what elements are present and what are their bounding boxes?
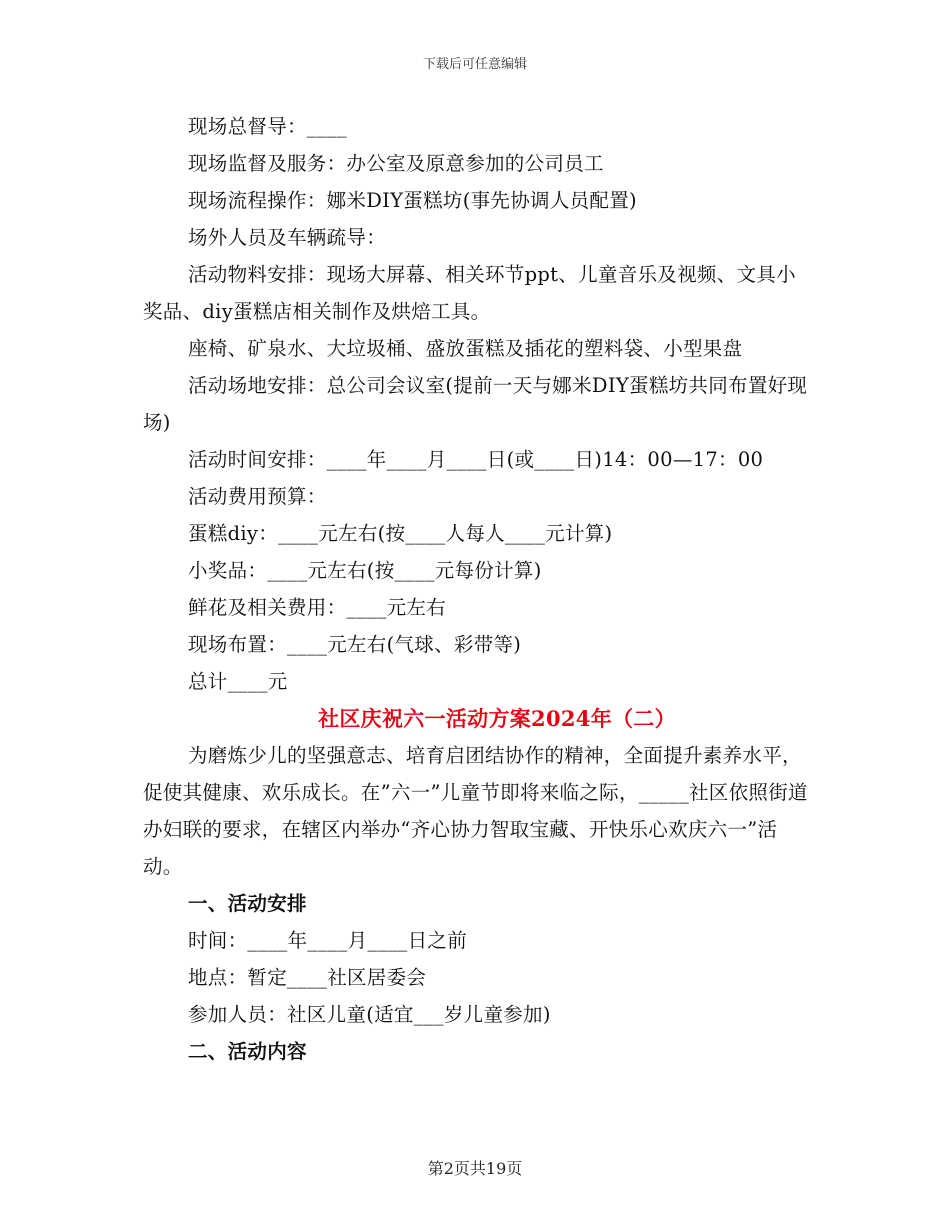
heading-activity-content: 二、活动内容 xyxy=(188,1040,307,1063)
paragraph: 鲜花及相关费用：____元左右 xyxy=(188,596,446,619)
section-title: 社区庆祝六一活动方案2024年（二） xyxy=(318,706,676,731)
heading-activity-arrangement: 一、活动安排 xyxy=(188,892,307,915)
paragraph: 总计____元 xyxy=(188,670,288,693)
paragraph: 活动场地安排：总公司会议室(提前一天与娜米DIY蛋糕坊共同布置好现场) xyxy=(143,374,808,434)
paragraph: 活动费用预算： xyxy=(188,485,327,508)
paragraph: 现场流程操作：娜米DIY蛋糕坊(事先协调人员配置) xyxy=(188,189,637,212)
paragraph: 参加人员：社区儿童(适宜___岁儿童参加) xyxy=(188,1003,551,1026)
paragraph: 场外人员及车辆疏导： xyxy=(188,226,387,249)
paragraph: 时间：____年____月____日之前 xyxy=(188,929,467,952)
page-header: 下载后可任意编辑 xyxy=(422,57,527,72)
paragraph: 活动物料安排：现场大屏幕、相关环节ppt、儿童音乐及视频、文具小奖品、diy蛋糕店相关制作及烘焙工具。 xyxy=(143,263,796,323)
intro-paragraph: 为磨炼少儿的坚强意志、培育启团结协作的精神，全面提升素养水平，促使其健康、欢乐成长。在”六一”儿童节即将来临之际，_____社区依照街道办妇联的要求，在辖区内举办“齐心协力智取宝藏、开快乐心欢庆六一”活动。 xyxy=(143,744,808,878)
page-footer: 第2页共19页 xyxy=(427,1159,523,1178)
paragraph: 小奖品：____元左右(按____元每份计算) xyxy=(188,559,542,582)
paragraph: 地点：暂定____社区居委会 xyxy=(188,966,427,989)
document-body xyxy=(143,108,811,1070)
paragraph: 座椅、矿泉水、大垃圾桶、盛放蛋糕及插花的塑料袋、小型果盘 xyxy=(188,337,743,360)
paragraph: 现场总督导：____ xyxy=(188,115,347,138)
paragraph: 蛋糕diy：____元左右(按____人每人____元计算) xyxy=(188,522,613,545)
paragraph: 现场布置：____元左右(气球、彩带等) xyxy=(188,633,522,656)
paragraph: 现场监督及服务：办公室及原意参加的公司员工 xyxy=(188,152,604,175)
paragraph: 活动时间安排：____年____月____日(或____日)14：00—17：00 xyxy=(188,448,764,471)
